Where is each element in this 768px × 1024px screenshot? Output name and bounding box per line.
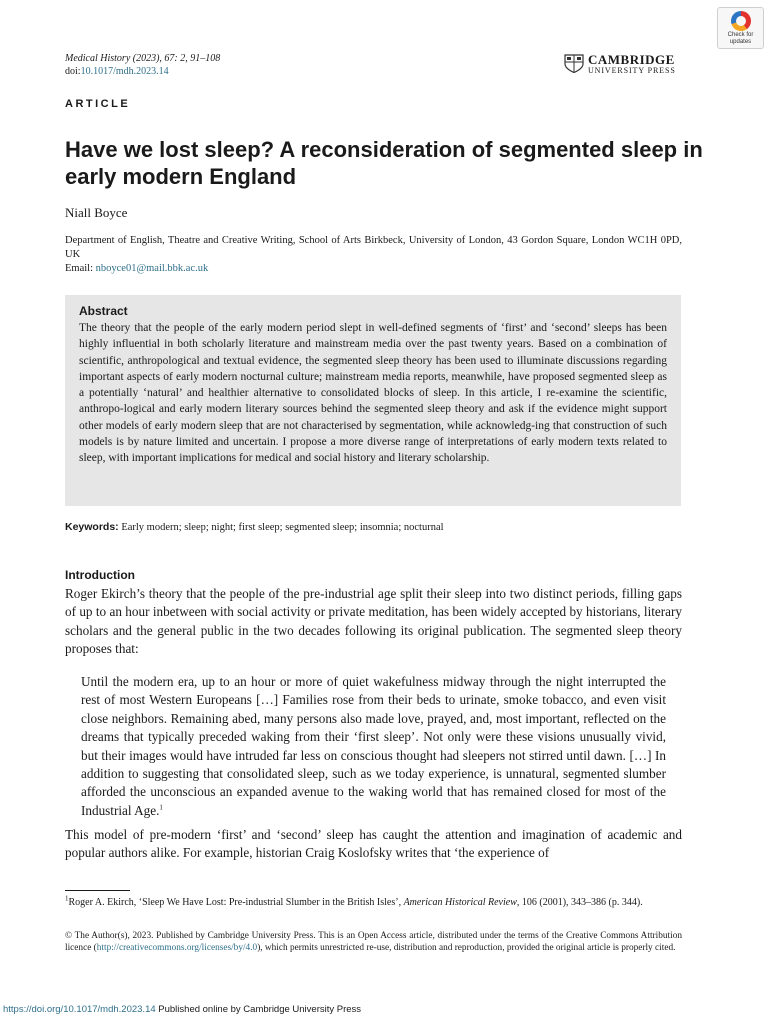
bottom-published-text: Published online by Cambridge University Press (155, 1004, 362, 1015)
abstract-body: The theory that the people of the early modern period slept in well-defined segments of ‘first’ and ‘second’ sleeps has been highly influential in both scholarly literature and mainstream media over the past twenty years. Based on a combination of scientific, anthropological and textual evidence, the segmented sleep theory has been used to illuminate discussions regarding important aspects of early modern nocturnal culture; mainstream media reports, meanwhile, have proposed segmented sleep as a potentially ‘natural’ and healthier alternative to consolidated blocks of sleep. In this article, I re-examine the scientific, anthropo-logical and early modern literary sources behind the segmented sleep theory and ask if the evidence might support other models of early modern sleep that are not characterised by segmentation, while acknowledg-ing that construction of such models is by nature limited and uncertain. I propose a more diverse range of interpretations of early modern texts related to sleep, with important implications for medical and social history and literary scholarship. (79, 322, 667, 465)
doi-prefix: doi: (65, 66, 81, 77)
footnote-number: 1 (65, 894, 69, 903)
introduction-paragraph-2: This model of pre-modern ‘first’ and ‘second’ sleep has caught the attention and imagination of academic and popular authors alike. For example, historian Craig Koslofsky writes that ‘the experience of (65, 827, 682, 861)
footnote-divider (65, 890, 130, 891)
article-type-label: ARTICLE (65, 98, 131, 110)
keywords (65, 521, 682, 533)
crest-icon (564, 54, 584, 73)
cambridge-logo (564, 53, 682, 75)
introduction-heading: Introduction (65, 568, 135, 582)
quote-text: Until the modern era, up to an hour or more of quiet wakefulness midway through the night interrupted the rest of most Western Europeans […] Families rose from their beds to urinate, smoke tobacco, and even visit close neighbors. Remaining abed, many persons also made love, prayed, and, most important, reflected on the dreams that typically preceded waking from their ‘first sleep’. Not only were these visions unusually vivid, but their images would have intruded far less on conscious thought had sleepers not stirred until dawn. […] In addition to suggesting that consolidated sleep, such as we today experience, is unnatural, segmented slumber afforded the unconscious an expanded avenue to the waking world that has remained closed for most of the Industrial Age. (81, 674, 666, 818)
journal-citation-text: Medical History (2023), 67: 2, 91–108 (65, 53, 221, 64)
logo-line1: CAMBRIDGE (588, 52, 675, 67)
copyright-text-a: © The Author(s), 2023. Published by Cambridge University Press. This is an Open Access article, distributed under the terms of the Creative Commons Attribution licence ( (65, 931, 682, 953)
badge-label-line1: Check for (727, 32, 754, 38)
affiliation-text: Department of English, Theatre and Creative Writing, School of Arts Birkbeck, University of London, 43 Gordon Square, London WC1H 0PD, UK (65, 235, 682, 260)
article-title: Have we lost sleep? A reconsideration of segmented sleep in early modern England (65, 137, 703, 189)
badge-label-line2: updates (729, 39, 752, 45)
license-link[interactable]: http://creativecommons.org/licenses/by/4.0 (96, 942, 258, 953)
footnote-ref[interactable]: 1 (159, 803, 163, 812)
copyright-text-b: ), which permits unrestricted re-use, distribution and reproduction, provided the original article is properly cited. (257, 942, 676, 953)
logo-line2: UNIVERSITY PRESS (588, 66, 676, 75)
footnote-journal: American Historical Review (403, 897, 517, 908)
crossmark-icon (731, 11, 751, 31)
journal-citation (65, 52, 220, 78)
bottom-bar (3, 1004, 361, 1015)
keywords-label: Keywords: (65, 521, 119, 533)
bottom-doi-link[interactable]: https://doi.org/10.1017/mdh.2023.14 (3, 1004, 156, 1015)
copyright-notice (65, 931, 682, 954)
abstract-box (65, 295, 681, 506)
abstract-heading: Abstract (79, 304, 128, 318)
author-name: Niall Boyce (65, 205, 128, 220)
check-for-updates-badge[interactable] (717, 7, 764, 49)
doi-link[interactable]: 10.1017/mdh.2023.14 (80, 66, 169, 77)
footnote-text-a: Roger A. Ekirch, ‘Sleep We Have Lost: Pre-industrial Slumber in the British Isles’, (68, 897, 404, 908)
introduction-paragraph-1: Roger Ekirch’s theory that the people of the pre-industrial age split their sleep into two distinct periods, filling gaps of up to an hour inbetween with social activity or private meditation, has been widely accepted by historians, literary scholars and the general public in the two decades following its original publication. The segmented sleep theory proposes that: (65, 586, 682, 657)
email-label: Email: (65, 263, 93, 274)
block-quote (81, 673, 666, 820)
footnote-text-b: , 106 (2001), 343–386 (p. 344). (516, 897, 643, 908)
author-affiliation (65, 234, 682, 276)
keywords-text: Early modern; sleep; night; first sleep; segmented sleep; insomnia; nocturnal (121, 522, 444, 533)
footnote (65, 896, 682, 910)
email-link[interactable]: nboyce01@mail.bbk.ac.uk (95, 263, 209, 274)
